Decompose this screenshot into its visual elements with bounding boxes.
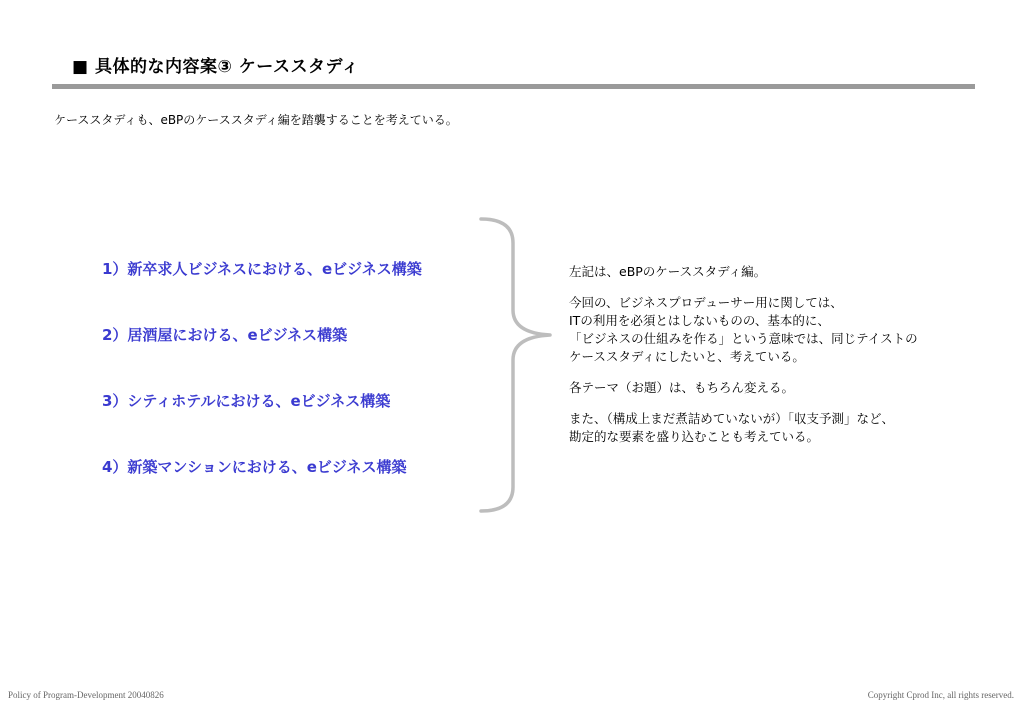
title-divider (52, 84, 975, 89)
case-item: 2）居酒屋における、eビジネス構築 (102, 326, 348, 344)
footer-copyright: Copyright Cprod Inc, all rights reserved. (867, 690, 1014, 700)
intro-text: ケーススタディも、eBPのケーススタディ編を踏襲することを考えている。 (54, 113, 458, 127)
page-title: ■ 具体的な内容案③ ケーススタディ (72, 57, 360, 77)
notes-line: 勘定的な要素を盛り込むことも考えている。 (569, 429, 820, 444)
case-item: 1）新卒求人ビジネスにおける、eビジネス構築 (102, 260, 422, 278)
right-brace (478, 215, 558, 515)
notes-line: また、（構成上まだ煮詰めていないが）「収支予測」など、 (569, 411, 895, 426)
notes-panel (569, 263, 989, 446)
notes-line: ITの利用を必須とはしないものの、基本的に、 (569, 313, 830, 328)
notes-line: 各テーマ（お題）は、もちろん変える。 (569, 380, 795, 395)
footer-policy: Policy of Program-Development 20040826 (8, 690, 164, 700)
notes-line: 今回の、ビジネスプロデューサー用に関しては、 (569, 295, 843, 310)
notes-line: ケーススタディにしたいと、考えている。 (569, 349, 805, 364)
notes-line: 左記は、eBPのケーススタディ編。 (569, 264, 767, 279)
case-item: 3）シティホテルにおける、eビジネス構築 (102, 392, 391, 410)
case-item: 4）新築マンションにおける、eビジネス構築 (102, 458, 407, 476)
notes-line: 「ビジネスの仕組みを作る」という意味では、同じテイストの (569, 331, 918, 346)
